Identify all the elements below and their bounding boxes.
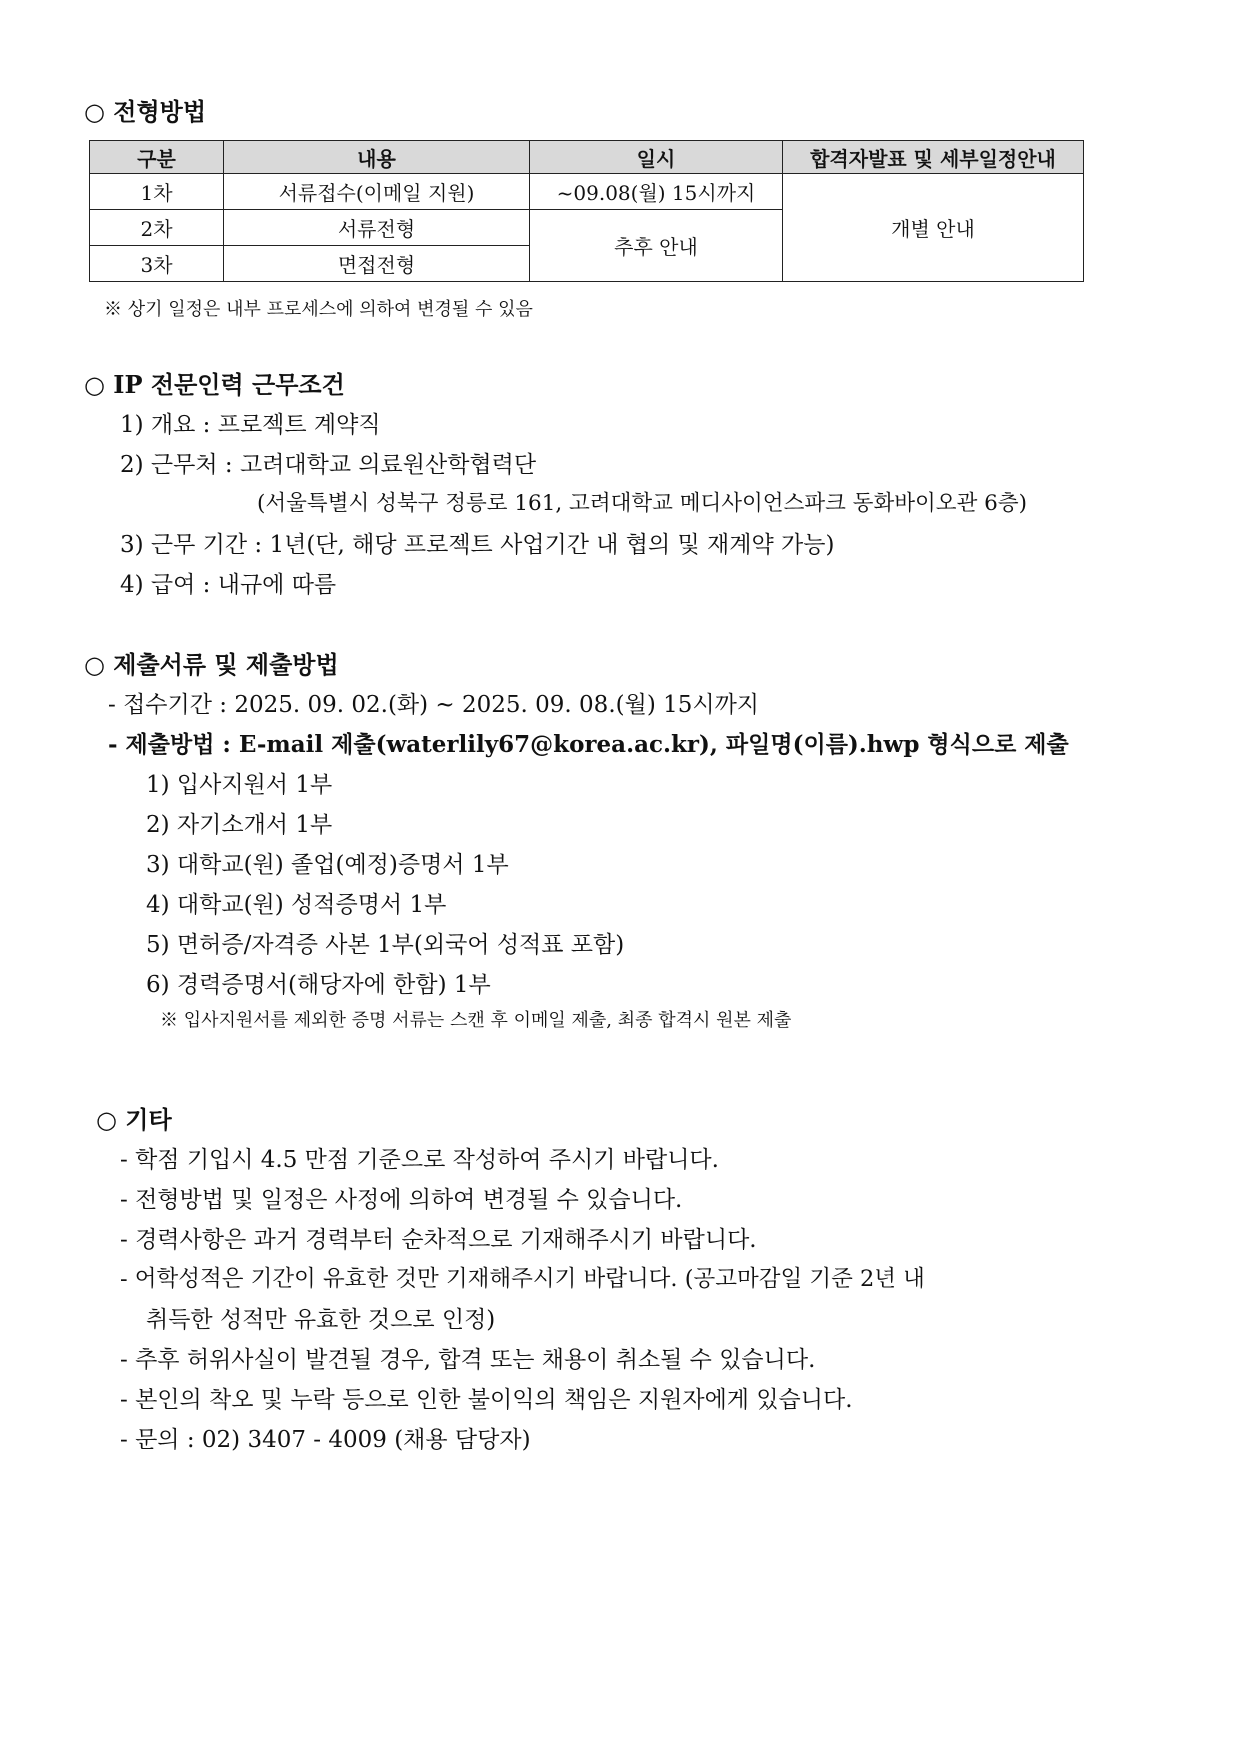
documents-note: ※ 입사지원서를 제외한 증명 서류는 스캔 후 이메일 제출, 최종 합격시 원본 제출: [160, 1010, 792, 1031]
cell-content: 서류접수(이메일 지원): [224, 174, 530, 210]
cell-stage: 2차: [90, 210, 224, 246]
header-stage: 구분: [90, 141, 224, 174]
cell-stage: 1차: [90, 174, 224, 210]
document-item: 2) 자기소개서 1부: [146, 812, 333, 838]
schedule-table: [89, 140, 1084, 282]
selection-heading: ○ 전형방법: [84, 97, 207, 126]
cell-notice-merged: 개별 안내: [783, 174, 1084, 282]
document-item: 4) 대학교(원) 성적증명서 1부: [146, 892, 447, 918]
conditions-heading: ○ IP 전문인력 근무조건: [84, 370, 345, 399]
condition-item: 4) 급여 : 내규에 따름: [120, 572, 337, 598]
condition-item: 1) 개요 : 프로젝트 계약직: [120, 412, 381, 438]
cell-stage: 3차: [90, 246, 224, 282]
header-notice: 합격자발표 및 세부일정안내: [783, 141, 1084, 174]
table-header-row: [90, 141, 1084, 174]
other-item-contact: - 문의 : 02) 3407 - 4009 (채용 담당자): [120, 1427, 531, 1453]
document-item: 5) 면허증/자격증 사본 1부(외국어 성적표 포함): [146, 932, 625, 958]
other-item-continued: 취득한 성적만 유효한 것으로 인정): [146, 1307, 496, 1333]
header-date: 일시: [530, 141, 783, 174]
documents-period: - 접수기간 : 2025. 09. 02.(화) ~ 2025. 09. 08.(월) 15시까지: [108, 692, 760, 718]
document-item: 6) 경력증명서(해당자에 한함) 1부: [146, 972, 491, 998]
other-item: - 학점 기입시 4.5 만점 기준으로 작성하여 주시기 바랍니다.: [120, 1147, 719, 1173]
condition-address: (서울특별시 성북구 정릉로 161, 고려대학교 메디사이언스파크 동화바이오관 6층): [257, 491, 1028, 516]
cell-date: ~09.08(월) 15시까지: [530, 174, 783, 210]
document-item: 3) 대학교(원) 졸업(예정)증명서 1부: [146, 852, 509, 878]
header-content: 내용: [224, 141, 530, 174]
other-item: - 전형방법 및 일정은 사정에 의하여 변경될 수 있습니다.: [120, 1187, 683, 1213]
other-item: - 경력사항은 과거 경력부터 순차적으로 기재해주시기 바랍니다.: [120, 1227, 757, 1253]
cell-content: 면접전형: [224, 246, 530, 282]
selection-note: ※ 상기 일정은 내부 프로세스에 의하여 변경될 수 있음: [104, 299, 533, 320]
other-heading: ○ 기타: [96, 1105, 172, 1134]
other-item: - 본인의 착오 및 누락 등으로 인한 불이익의 책임은 지원자에게 있습니다.: [120, 1387, 853, 1413]
cell-date-merged: 추후 안내: [530, 210, 783, 282]
other-item: - 어학성적은 기간이 유효한 것만 기재해주시기 바랍니다. (공고마감일 기준 2년 내: [120, 1266, 925, 1292]
other-item: - 추후 허위사실이 발견될 경우, 합격 또는 채용이 취소될 수 있습니다.: [120, 1347, 816, 1373]
cell-content: 서류전형: [224, 210, 530, 246]
documents-method: - 제출방법 : E-mail 제출(waterlily67@korea.ac.kr), 파일명(이름).hwp 형식으로 제출: [108, 731, 1069, 758]
documents-heading: ○ 제출서류 및 제출방법: [84, 650, 339, 679]
document-item: 1) 입사지원서 1부: [146, 772, 333, 798]
table-row: [90, 174, 1084, 210]
condition-item: 3) 근무 기간 : 1년(단, 해당 프로젝트 사업기간 내 협의 및 재계약 가능): [120, 532, 835, 558]
condition-item: 2) 근무처 : 고려대학교 의료원산학협력단: [120, 452, 537, 478]
